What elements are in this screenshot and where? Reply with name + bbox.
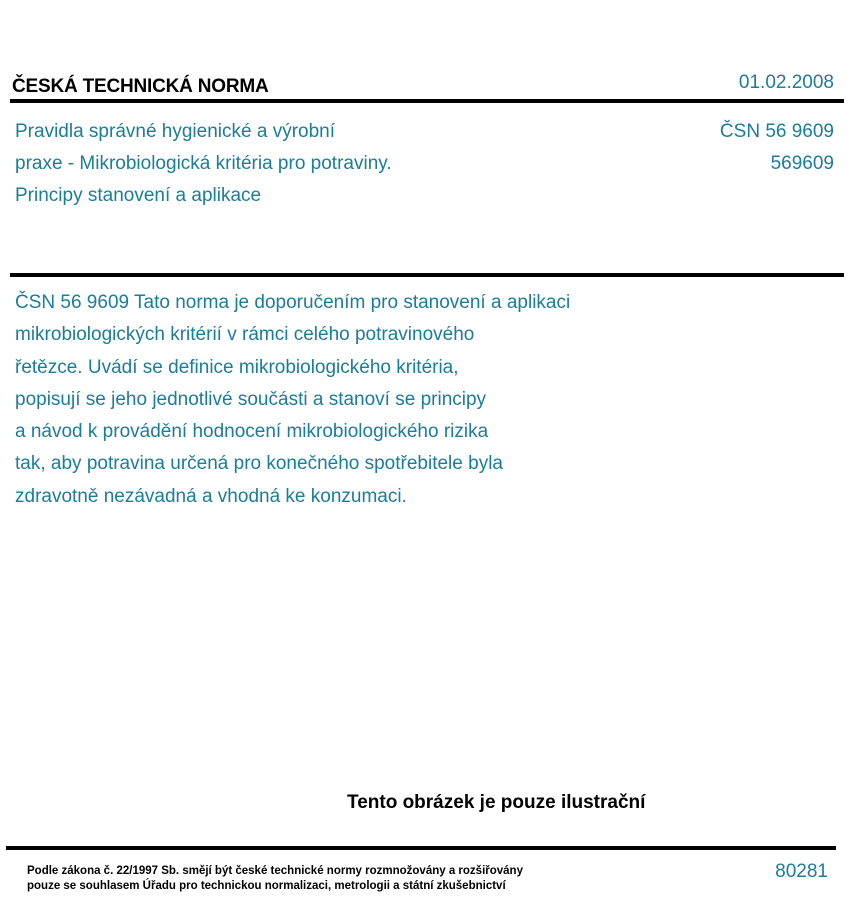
abstract-line: zdravotně nezávadná a vhodná ke konzumaci.: [15, 485, 407, 507]
legal-notice: [27, 864, 523, 894]
standard-designation: ČSN 56 9609: [719, 121, 834, 142]
abstract-line: tak, aby potravina určená pro konečného spotřebitele byla: [15, 453, 503, 475]
abstract-line: popisují se jeho jednotlivé součásti a stanoví se principy: [15, 388, 487, 410]
standard-codes: [720, 116, 834, 180]
abstract-line: ČSN 56 9609 Tato norma je doporučením pro stanovení a aplikaci: [15, 292, 571, 313]
abstract-line: řetězce. Uvádí se definice mikrobiologického kritéria,: [15, 356, 459, 378]
issue-date: 01.02.2008: [738, 72, 834, 93]
abstract-line: mikrobiologických kritérií v rámci celého potravinového: [15, 324, 475, 346]
illustration-disclaimer: Tento obrázek je pouze ilustrační: [347, 792, 646, 813]
top-divider: [10, 99, 844, 103]
document-number: 80281: [775, 861, 828, 882]
legal-notice-line: pouze se souhlasem Úřadu pro technickou normalizaci, metrologii a státní zkušebnictví: [27, 880, 506, 892]
middle-divider: [10, 273, 844, 277]
bottom-divider: [6, 846, 836, 850]
legal-notice-line: Podle zákona č. 22/1997 Sb. smějí být české technické normy rozmnožovány a rozšiřovány: [27, 865, 523, 877]
standard-title-line: Pravidla správné hygienické a výrobní: [15, 121, 336, 142]
abstract-line: a návod k provádění hodnocení mikrobiologického rizika: [15, 421, 489, 443]
standard-title-line: praxe - Mikrobiologická kritéria pro potraviny.: [15, 153, 392, 174]
document-type-heading: ČESKÁ TECHNICKÁ NORMA: [12, 76, 269, 97]
standard-title-line: Principy stanovení a aplikace: [15, 185, 262, 206]
abstract-text: [15, 287, 570, 513]
catalog-number: 569609: [770, 153, 834, 174]
standard-title: [15, 116, 392, 212]
